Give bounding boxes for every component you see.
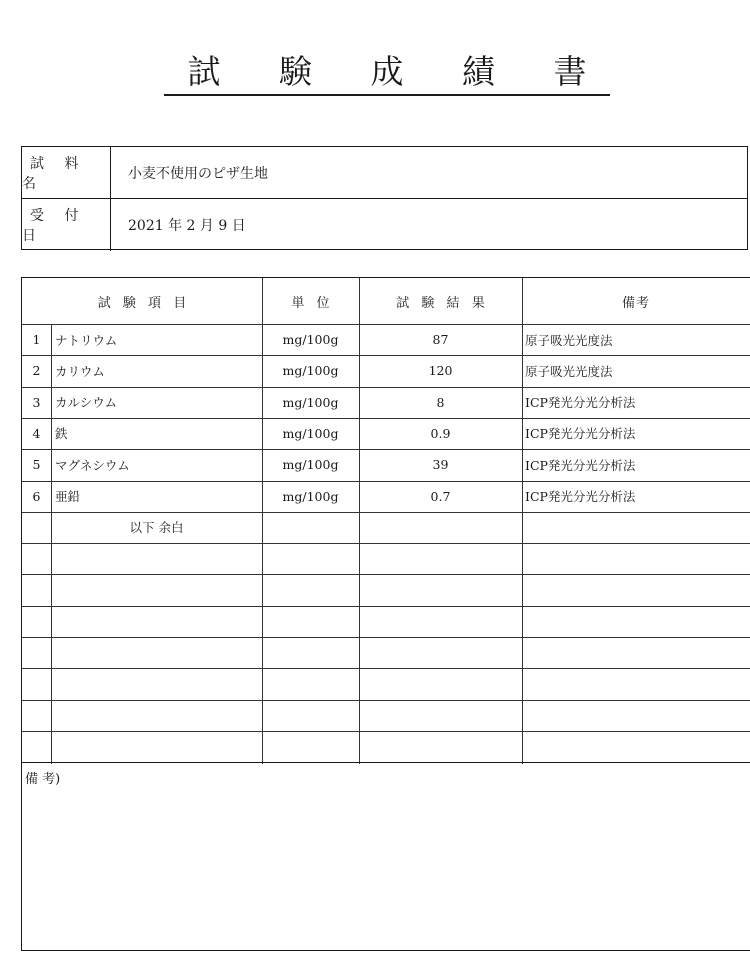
row-divider: [22, 700, 750, 701]
header-note: 備考: [621, 295, 650, 311]
row-divider: [22, 731, 750, 732]
row-number: 1: [32, 332, 41, 347]
row-number: 4: [32, 425, 41, 441]
test-item-cell: 鉄: [55, 426, 68, 442]
received-date-value: 2021 年 2 月 9 日: [128, 218, 246, 234]
row-divider: [22, 543, 750, 544]
remarks-label: 備 考): [25, 772, 61, 787]
document-title-text: 試 験 成 績 書: [164, 52, 611, 96]
test-item-cell: カリウム: [55, 363, 105, 379]
test-item-cell: ナトリウム: [55, 332, 118, 348]
unit-cell: mg/100g: [282, 394, 339, 410]
method-note-cell: ICP発光分光分析法: [525, 426, 636, 442]
received-date-label: 受 付 日: [22, 199, 111, 251]
method-note-cell: 原子吸光光度法: [525, 363, 613, 379]
row-divider: [22, 762, 750, 763]
method-note-cell: ICP発光分光分析法: [525, 457, 636, 473]
method-note-cell: ICP発光分光分析法: [525, 489, 636, 504]
result-cell: 39: [432, 457, 449, 473]
header-result: 試 験 結 果: [396, 295, 489, 311]
result-cell: 0.7: [430, 488, 451, 504]
row-number: 2: [32, 363, 41, 379]
result-cell: 0.9: [430, 425, 451, 441]
unit-cell: mg/100g: [282, 457, 339, 473]
method-note-cell: 原子吸光光度法: [525, 332, 613, 348]
end-of-entries-marker: 以下 余白: [129, 520, 184, 536]
result-cell: 8: [436, 394, 445, 410]
sample-name-row: [22, 147, 747, 199]
column-divider-result: [522, 278, 523, 764]
test-results-table: [21, 277, 750, 951]
unit-cell: mg/100g: [282, 425, 339, 441]
row-divider: [22, 668, 750, 669]
sample-info-table: [21, 146, 748, 250]
result-cell: 120: [428, 363, 453, 379]
received-date-row: [22, 199, 747, 251]
row-number: 5: [32, 457, 41, 473]
header-unit: 単 位: [291, 295, 334, 311]
test-item-cell: 亜鉛: [55, 489, 81, 504]
method-note-cell: ICP発光分光分析法: [525, 395, 636, 411]
row-divider: [22, 574, 750, 575]
sample-name-value: 小麦不使用のピザ生地: [128, 165, 268, 182]
row-divider: [22, 606, 750, 607]
header-test-item: 試 験 項 目: [97, 295, 191, 311]
unit-cell: mg/100g: [282, 488, 339, 504]
sample-name-label: 試 料 名: [22, 147, 111, 198]
row-number: 6: [32, 488, 41, 504]
unit-cell: mg/100g: [282, 332, 339, 347]
test-item-cell: マグネシウム: [55, 457, 130, 473]
result-cell: 87: [432, 332, 449, 347]
row-number: 3: [32, 394, 41, 410]
test-item-cell: カルシウム: [55, 395, 118, 411]
row-divider: [22, 637, 750, 638]
document-title: [0, 52, 750, 96]
unit-cell: mg/100g: [282, 363, 339, 379]
